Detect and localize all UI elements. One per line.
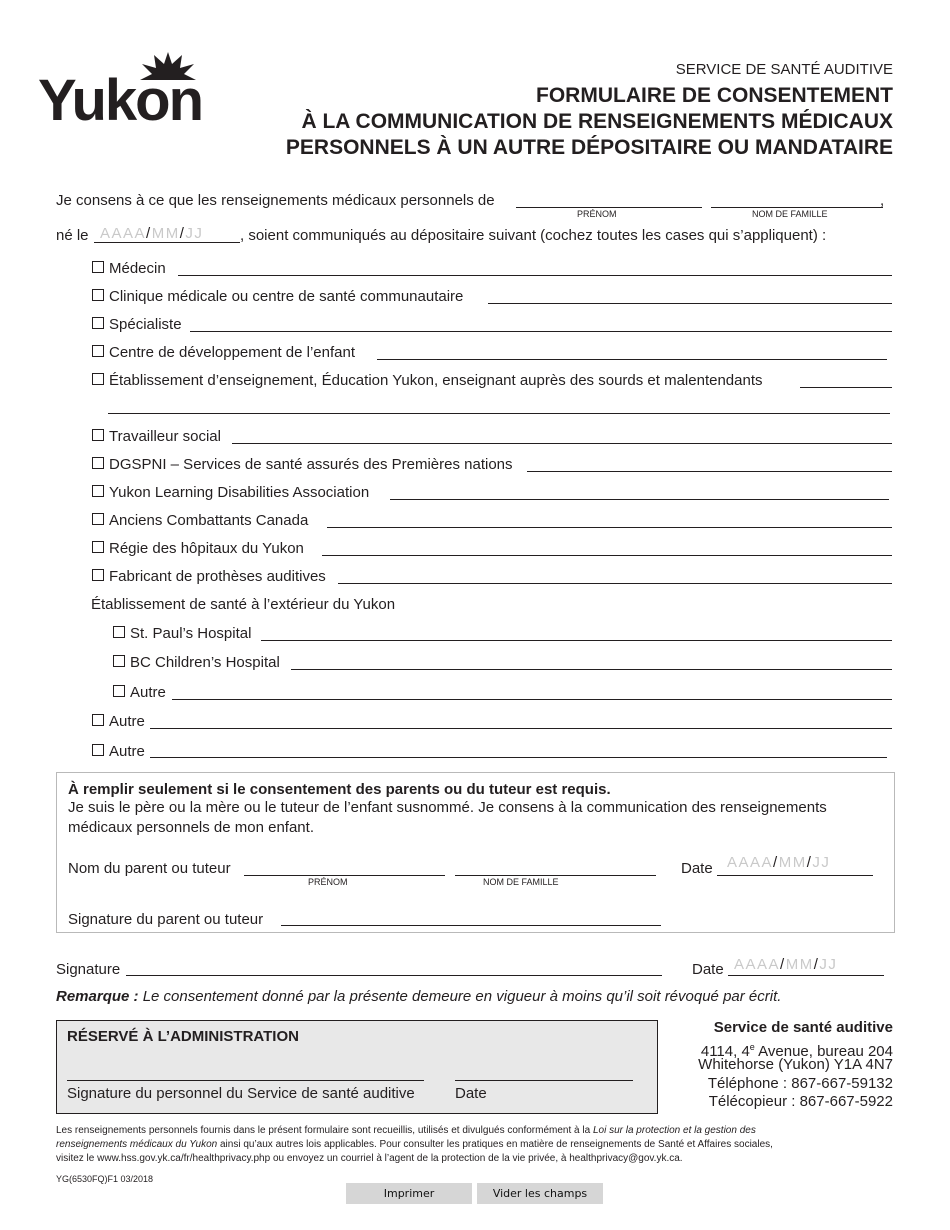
signature-label: Signature	[56, 961, 121, 978]
title-line-2: À LA COMMUNICATION DE RENSEIGNEMENTS MÉDICAUX	[301, 110, 893, 133]
contact-name: Service de santé auditive	[713, 1019, 893, 1036]
parent-date-field[interactable]	[717, 875, 873, 876]
checkbox-dgspni[interactable]	[92, 457, 104, 469]
signature-date-label: Date	[692, 961, 724, 978]
checkbox-specialiste[interactable]	[92, 317, 104, 329]
contact-address: 4114, 4e Avenue, bureau 204	[700, 1042, 893, 1060]
form-title	[286, 83, 893, 161]
field-autre-2[interactable]	[150, 757, 887, 758]
parent-name-label: Nom du parent ou tuteur	[68, 860, 231, 877]
checkbox-fabricant-protheses[interactable]	[92, 569, 104, 581]
checkbox-centre-developpement[interactable]	[92, 345, 104, 357]
label-bc-childrens: BC Children’s Hospital	[130, 654, 280, 671]
field-outside-autre[interactable]	[172, 699, 892, 700]
admin-signature-field[interactable]	[67, 1080, 424, 1081]
first-name-caption: PRÉNOM	[577, 209, 617, 219]
checkbox-etablissement-enseignement[interactable]	[92, 373, 104, 385]
first-name-field[interactable]	[516, 207, 702, 208]
label-travailleur-social: Travailleur social	[109, 428, 221, 445]
birth-date-placeholder[interactable]: AAAA/MM/JJ	[100, 225, 204, 242]
parent-first-name-field[interactable]	[244, 875, 445, 876]
label-dgspni: DGSPNI – Services de santé assurés des Premières nations	[109, 456, 513, 473]
signature-field[interactable]	[126, 975, 662, 976]
parent-signature-label: Signature du parent ou tuteur	[68, 911, 264, 928]
last-name-caption: NOM DE FAMILLE	[752, 209, 828, 219]
field-st-pauls[interactable]	[261, 640, 892, 641]
label-clinique: Clinique médicale ou centre de santé communautaire	[109, 288, 464, 305]
remark	[56, 988, 781, 1006]
service-name: SERVICE DE SANTÉ AUDITIVE	[675, 61, 893, 78]
checkbox-autre-2[interactable]	[92, 744, 104, 756]
label-outside-autre: Autre	[130, 684, 166, 701]
field-bc-childrens[interactable]	[291, 669, 892, 670]
outside-yukon-heading: Établissement de santé à l’extérieur du Yukon	[91, 596, 396, 613]
signature-date-field[interactable]	[728, 975, 884, 976]
checkbox-bc-childrens[interactable]	[113, 655, 125, 667]
label-st-pauls: St. Paul’s Hospital	[130, 625, 252, 642]
field-centre-developpement[interactable]	[377, 359, 887, 360]
logo-wordmark: Yukon	[38, 68, 203, 133]
title-line-3: PERSONNELS À UN AUTRE DÉPOSITAIRE OU MANDATAIRE	[285, 136, 893, 159]
label-specialiste: Spécialiste	[109, 316, 182, 333]
checkbox-autre-1[interactable]	[92, 714, 104, 726]
contact-city: Whitehorse (Yukon) Y1A 4N7	[698, 1056, 893, 1073]
print-button[interactable]: Imprimer	[346, 1183, 472, 1204]
admin-date-field[interactable]	[455, 1080, 633, 1081]
field-yukon-lda[interactable]	[390, 499, 889, 500]
parent-last-name-field[interactable]	[455, 875, 656, 876]
admin-signature-label: Signature du personnel du Service de santé auditive	[67, 1085, 415, 1102]
born-suffix: , soient communiqués au dépositaire suivant (cochez toutes les cases qui s’appliquent) :	[240, 227, 827, 244]
checkbox-yukon-lda[interactable]	[92, 485, 104, 497]
parent-last-name-caption: NOM DE FAMILLE	[483, 877, 559, 887]
label-autre-2: Autre	[109, 743, 145, 760]
form-code: YG(6530FQ)F1 03/2018	[56, 1174, 154, 1184]
field-regie-hopitaux[interactable]	[322, 555, 892, 556]
label-regie-hopitaux: Régie des hôpitaux du Yukon	[109, 540, 304, 557]
parent-heading: À remplir seulement si le consentement des parents ou du tuteur est requis.	[68, 781, 611, 798]
consent-intro: Je consens à ce que les renseignements médicaux personnels de	[56, 192, 495, 209]
parent-first-name-caption: PRÉNOM	[308, 877, 348, 887]
parent-text-line2: médicaux personnels de mon enfant.	[68, 819, 314, 836]
remark-text: Le consentement donné par la présente demeure en vigueur à moins qu’il soit révoqué par écrit.	[138, 988, 782, 1005]
checkbox-outside-autre[interactable]	[113, 685, 125, 697]
field-dgspni[interactable]	[527, 471, 892, 472]
field-medecin[interactable]	[178, 275, 892, 276]
checkbox-travailleur-social[interactable]	[92, 429, 104, 441]
last-name-field[interactable]	[711, 207, 883, 208]
contact-fax: Télécopieur : 867-667-5922	[708, 1093, 893, 1110]
checkbox-anciens-combattants[interactable]	[92, 513, 104, 525]
field-autre-1[interactable]	[150, 728, 892, 729]
parent-date-label: Date	[681, 860, 713, 877]
yukon-logo	[38, 52, 228, 132]
clear-fields-button[interactable]: Vider les champs	[477, 1183, 603, 1204]
checkbox-medecin[interactable]	[92, 261, 104, 273]
admin-date-label: Date	[455, 1085, 487, 1102]
field-clinique[interactable]	[488, 303, 892, 304]
comma: ,	[880, 192, 885, 209]
field-etablissement-enseignement-line2[interactable]	[108, 413, 890, 414]
label-autre-1: Autre	[109, 713, 145, 730]
contact-phone: Téléphone : 867-667-59132	[707, 1075, 893, 1092]
field-anciens-combattants[interactable]	[327, 527, 892, 528]
signature-date-placeholder[interactable]: AAAA/MM/JJ	[734, 956, 838, 973]
field-fabricant-protheses[interactable]	[338, 583, 892, 584]
checkbox-regie-hopitaux[interactable]	[92, 541, 104, 553]
privacy-notice: Les renseignements personnels fournis dans le présent formulaire sont recueillis, utilisés et divulgués conformément à la Loi sur la protection et la gestion des renseignements médicaux du Yukon ainsi qu’aux autres lois applicables. Pour consulter les pratiques en matière de renseignements de Santé et Affaires sociales, visitez le www.hss.gov.yk.ca/fr/healthprivacy.php ou envoyez un courriel à l’agent de la protection de la vie privée, à healthprivacy@gov.yk.ca.	[56, 1125, 773, 1164]
field-specialiste[interactable]	[190, 331, 892, 332]
born-label: né le	[56, 227, 89, 244]
field-etablissement-enseignement[interactable]	[800, 387, 892, 388]
birth-date-field[interactable]	[94, 242, 240, 243]
label-etablissement-enseignement: Établissement d’enseignement, Éducation Yukon, enseignant auprès des sourds et malentendants	[109, 372, 763, 389]
label-yukon-lda: Yukon Learning Disabilities Association	[109, 484, 370, 501]
label-medecin: Médecin	[109, 260, 166, 277]
label-fabricant-protheses: Fabricant de prothèses auditives	[109, 568, 326, 585]
parent-date-placeholder[interactable]: AAAA/MM/JJ	[727, 854, 831, 871]
parent-signature-field[interactable]	[281, 925, 661, 926]
remark-bold: Remarque :	[56, 988, 139, 1005]
checkbox-st-pauls[interactable]	[113, 626, 125, 638]
field-travailleur-social[interactable]	[232, 443, 892, 444]
parent-text-line1: Je suis le père ou la mère ou le tuteur de l’enfant susnommé. Je consens à la communication des renseignements	[68, 799, 827, 816]
admin-title: RÉSERVÉ À L’ADMINISTRATION	[67, 1028, 299, 1045]
title-line-1: FORMULAIRE DE CONSENTEMENT	[536, 84, 893, 107]
checkbox-clinique[interactable]	[92, 289, 104, 301]
label-anciens-combattants: Anciens Combattants Canada	[109, 512, 309, 529]
label-centre-developpement: Centre de développement de l’enfant	[109, 344, 356, 361]
